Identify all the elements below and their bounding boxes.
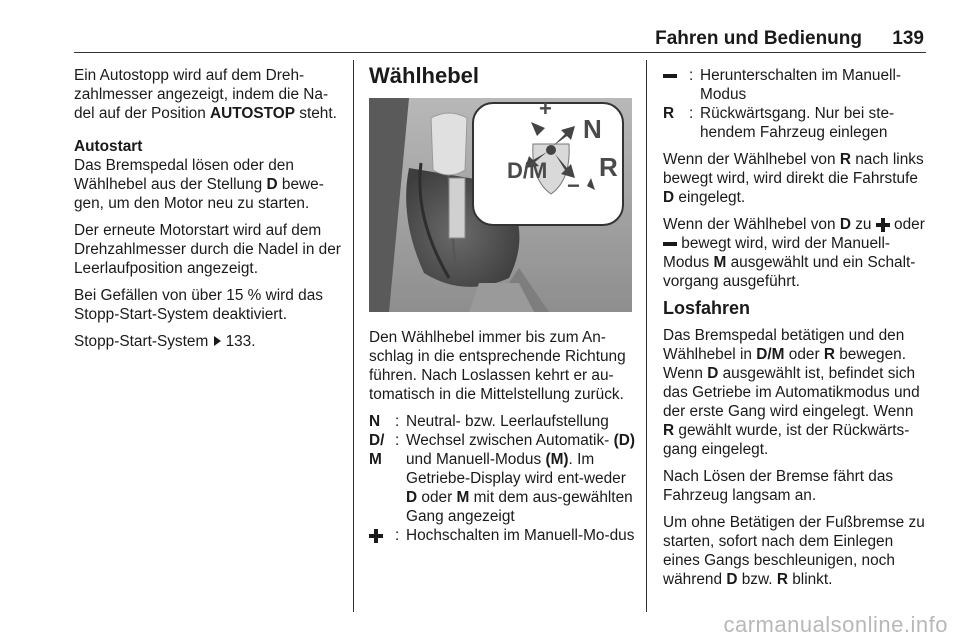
selector-lever-intro: Den Wählhebel immer bis zum An-schlag in die entsprechende Richtung führen. Nach Loslassen kehrt er au-tomatisch in die Mittelstellung zurück. — [369, 329, 626, 403]
paragraph-without-brake: Um ohne Betätigen der Fußbremse zu starten, sofort nach dem Einlegen eines Gangs beschleunigen, noch während D bzw. R blinkt. — [663, 514, 925, 588]
right-column — [663, 66, 928, 597]
watermark: carmanualsonline.info — [723, 612, 948, 637]
paragraph-gradient: Bei Gefällen von über 15 % wird das Stopp-Start-System deaktiviert. — [74, 287, 323, 323]
section-title: Fahren und Bedienung — [655, 28, 862, 49]
definition-r: Rückwärtsgang. Nur bei ste-hendem Fahrzeug einlegen — [700, 105, 895, 141]
definition-minus: Herunterschalten im Manuell-Modus — [700, 67, 902, 103]
figure-label-n: N — [583, 114, 602, 144]
figure-label-minus: − — [567, 173, 580, 198]
figure-label-r: R — [599, 152, 618, 182]
header-rule — [74, 52, 926, 53]
term-minus — [663, 66, 689, 104]
paragraph-crossref: Stopp-Start-System 133. — [74, 333, 256, 350]
column-divider-2 — [646, 60, 647, 612]
definition-list-middle: N : Neutral- bzw. Leerlaufstellung D/ M : Wechsel zwischen Automatik- (D) und Manuell-Modus (M). Im Getriebe-Display wird ent-weder D oder M mit dem aus-gewählten Gang angezeigt : Hochschalten im Manuell-Mo-dus — [369, 413, 635, 544]
paragraph-autostop: Ein Autostopp wird auf dem Dreh-zahlmesser angezeigt, indem die Na-del auf der Position AUTOSTOP steht. — [74, 67, 337, 122]
definition-list-right: : Herunterschalten im Manuell-Modus R : Rückwärtsgang. Nur bei ste-hendem Fahrzeug einlegen — [663, 66, 928, 142]
crossref-link[interactable]: 133. — [225, 333, 256, 350]
starting-off-heading: Losfahren — [663, 298, 751, 318]
autostart-heading: Autostart — [74, 138, 143, 155]
minus-icon — [663, 74, 677, 78]
minus-icon-inline — [663, 242, 677, 246]
definition-dm: Wechsel zwischen Automatik- (D) und Manuell-Modus (M). Im Getriebe-Display wird ent-weder D oder M mit dem aus-gewählten Gang angezeigt — [406, 432, 635, 525]
page-header — [74, 28, 924, 50]
left-column — [74, 66, 346, 359]
paragraph-manual-mode: Wenn der Wählhebel von D zu oder bewegt wird, wird der Manuell-Modus M ausgewählt und ein Schalt-vorgang ausgeführt. — [663, 216, 925, 290]
paragraph-autostart: Das Bremspedal lösen oder den Wählhebel aus der Stellung D bewe-gen, um den Motor neu zu starten. — [74, 157, 324, 212]
paragraph-r-to-d: Wenn der Wählhebel von R nach links bewegt wird, wird direkt die Fahrstufe D eingelegt. — [663, 151, 924, 206]
crossref-icon — [214, 336, 221, 346]
paragraph-starting-off: Das Bremspedal betätigen und den Wählhebel in D/M oder R bewegen. Wenn D ausgewählt ist, befindet sich das Getriebe im Automatikmodus und der erste Gang wird eingelegt. Wenn R gewählt wurde, ist der Rückwärts-gang eingelegt. — [663, 327, 920, 458]
plus-icon-inline — [876, 218, 890, 232]
term-plus — [369, 526, 395, 545]
term-n: N — [369, 413, 381, 430]
definition-n: Neutral- bzw. Leerlaufstellung — [406, 413, 609, 430]
figure-label-plus: + — [539, 98, 552, 121]
middle-column — [369, 63, 635, 93]
selector-lever-heading: Wählhebel — [369, 63, 480, 88]
definition-plus: Hochschalten im Manuell-Mo-dus — [406, 527, 635, 544]
selector-lever-figure — [369, 98, 632, 312]
term-dm: D/ M — [369, 432, 385, 468]
page-number: 139 — [892, 28, 924, 49]
column-divider-1 — [353, 60, 354, 612]
paragraph-release-brake: Nach Lösen der Bremse fährt das Fahrzeug langsam an. — [663, 468, 894, 504]
middle-column-lower — [369, 328, 635, 553]
paragraph-restart: Der erneute Motorstart wird auf dem Drehzahlmesser durch die Nadel in der Leerlaufposition angezeigt. — [74, 222, 341, 277]
plus-icon — [369, 529, 383, 543]
term-r: R — [663, 105, 675, 122]
figure-label-dm: D/M — [507, 158, 548, 183]
